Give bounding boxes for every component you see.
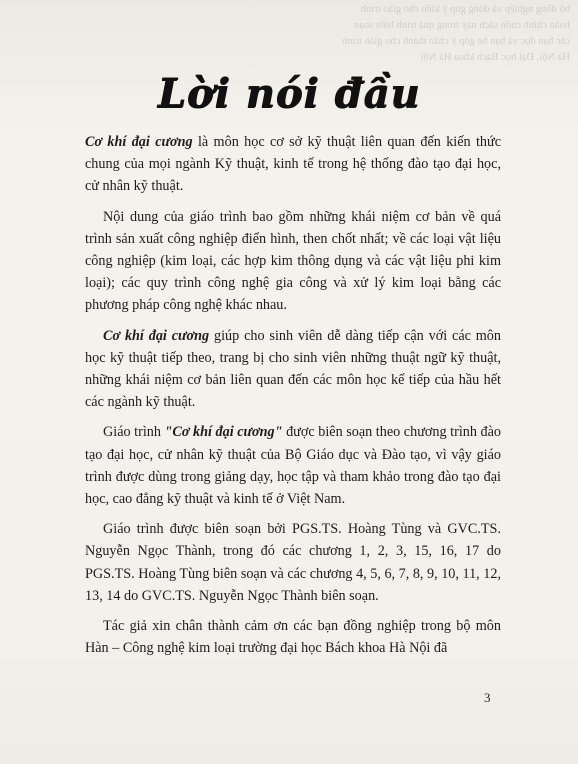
bleed-line: bộ đồng nghiệp và đóng góp ý kiến cho giáo trình bbox=[360, 4, 570, 15]
course-name: Cơ khí đại cương bbox=[103, 327, 210, 344]
paragraph-5 bbox=[85, 518, 501, 607]
paragraph-text: Tác giả xin chân thành cảm ơn các bạn đồng nghiệp trong bộ môn Hàn – Công nghệ kim loại trường đại học Bách khoa Hà Nội đã bbox=[85, 618, 501, 657]
paragraph-4 bbox=[85, 421, 501, 510]
bleed-through-text bbox=[300, 2, 570, 66]
paragraph-2 bbox=[85, 206, 501, 317]
page-title: Lời nói đầu bbox=[157, 70, 421, 117]
paragraph-text: được biên soạn theo chương trình đào tạo đại học, cử nhân kỹ thuật của Bộ Giáo dục và Đào tạo, vì vậy giáo trình được dùng trong giảng dạy, học tập và tham khảo trong đào tạo đại học, cao đẳng kỹ thuật và kinh tế ở Việt Nam. bbox=[85, 424, 501, 508]
bleed-line: hoàn chỉnh cuốn sách này trong quá trình biên soạn bbox=[353, 20, 570, 31]
paragraph-3 bbox=[85, 325, 501, 414]
paragraph-text: giúp cho sinh viên dễ dàng tiếp cận với các môn học kỹ thuật tiếp theo, trang bị cho sinh viên những thuật ngữ kỹ thuật, những khái niệm cơ bản liên quan đến các môn học kế tiếp của hầu hết các ngành kỹ thuật. bbox=[85, 327, 501, 411]
bleed-line: các bạn đọc và bạn bè góp ý chân thành cho giáo trình bbox=[341, 36, 570, 47]
paragraph-1 bbox=[85, 131, 501, 198]
paragraph-text: Giáo trình bbox=[103, 424, 165, 441]
paragraph-text: Nội dung của giáo trình bao gồm những khái niệm cơ bản về quá trình sản xuất công nghiệp điển hình, then chốt nhất; về các loại vật liệu công nghiệp (kim loại, các hợp kim thông dụng và các vật liệu phi kim loại); các quy trình công nghệ gia công và xử lý kim loại bằng các phương pháp công nghệ khác nhau. bbox=[85, 208, 501, 314]
bleed-line: Hà Nội, Đại học Bách khoa Hà Nội bbox=[420, 52, 570, 63]
paragraph-text: là môn học cơ sở kỹ thuật liên quan đến kiến thức chung của mọi ngành Kỹ thuật, kinh tế trong hệ thống đào tạo đại học, cử nhân kỹ thuật. bbox=[85, 134, 501, 195]
page-number: 3 bbox=[484, 690, 491, 705]
preface-body bbox=[85, 131, 501, 667]
course-name: Cơ khí đại cương bbox=[85, 134, 193, 150]
course-name: "Cơ khí đại cương" bbox=[164, 424, 283, 441]
paragraph-text: Giáo trình được biên soạn bởi PGS.TS. Hoàng Tùng và GVC.TS. Nguyễn Ngọc Thành, trong đó các chương 1, 2, 3, 15, 16, 17 do PGS.TS. Hoàng Tùng biên soạn và các chương 4, 5, 6, 7, 8, 9, 10, 11, 12, 13, 14 do GVC.TS. Nguyễn Ngọc Thành biên soạn. bbox=[85, 521, 501, 604]
paragraph-6 bbox=[85, 615, 501, 659]
